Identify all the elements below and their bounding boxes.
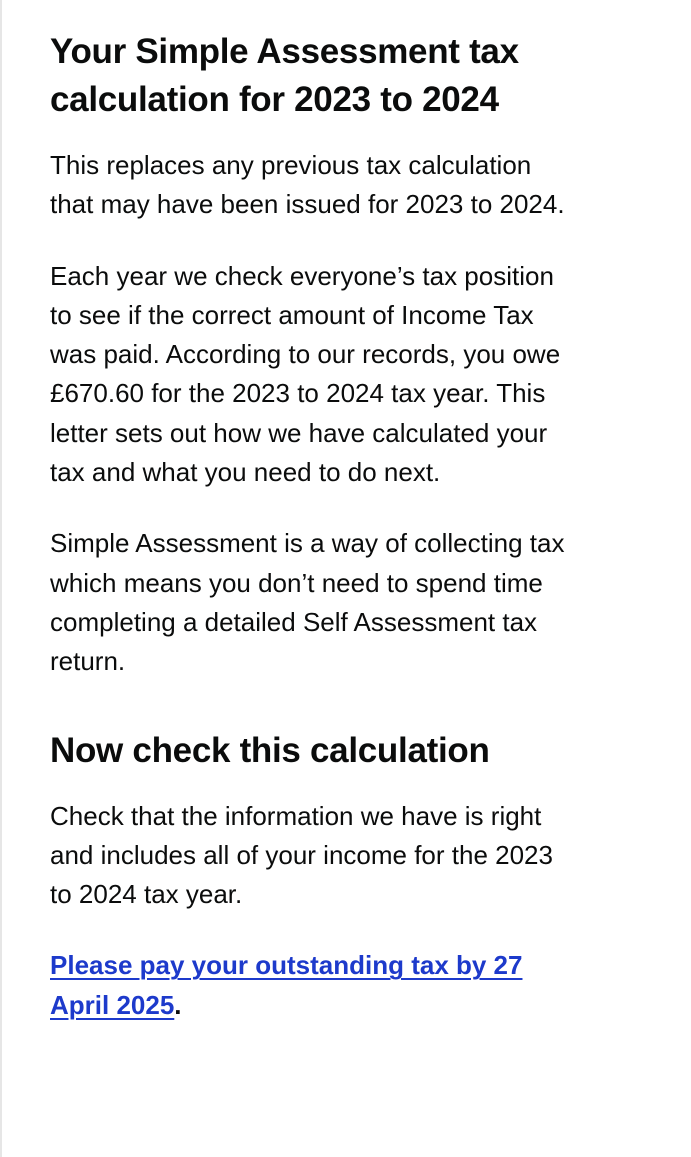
page-title: Your Simple Assessment tax calculation for 2023 to 2024 [50, 32, 519, 119]
intro-paragraph-replaces: This replaces any previous tax calculation that may have been issued for 2023 to 2024. [50, 150, 565, 220]
check-calculation-paragraph: Check that the information we have is right and includes all of your income for the 2023 to 2024 tax year. [50, 800, 553, 910]
check-calculation-heading: Now check this calculation [50, 730, 490, 770]
pay-link-trailing-period: . [174, 989, 182, 1020]
pay-deadline-paragraph [50, 946, 570, 1025]
pay-outstanding-tax-link[interactable]: Please pay your outstanding tax by 27 April 2025 [50, 950, 523, 1020]
main-content [50, 28, 570, 1025]
intro-paragraph-amount-owed: Each year we check everyone’s tax position to see if the correct amount of Income Tax was paid. According to our records, you owe £670.60 for the 2023 to 2024 tax year. This letter sets out how we have calculated your tax and what you need to do next. [50, 260, 561, 488]
intro-paragraph-simple-assessment: Simple Assessment is a way of collecting tax which means you don’t need to spend time completing a detailed Self Assessment tax return. [50, 528, 565, 677]
page-left-border [0, 0, 2, 1157]
